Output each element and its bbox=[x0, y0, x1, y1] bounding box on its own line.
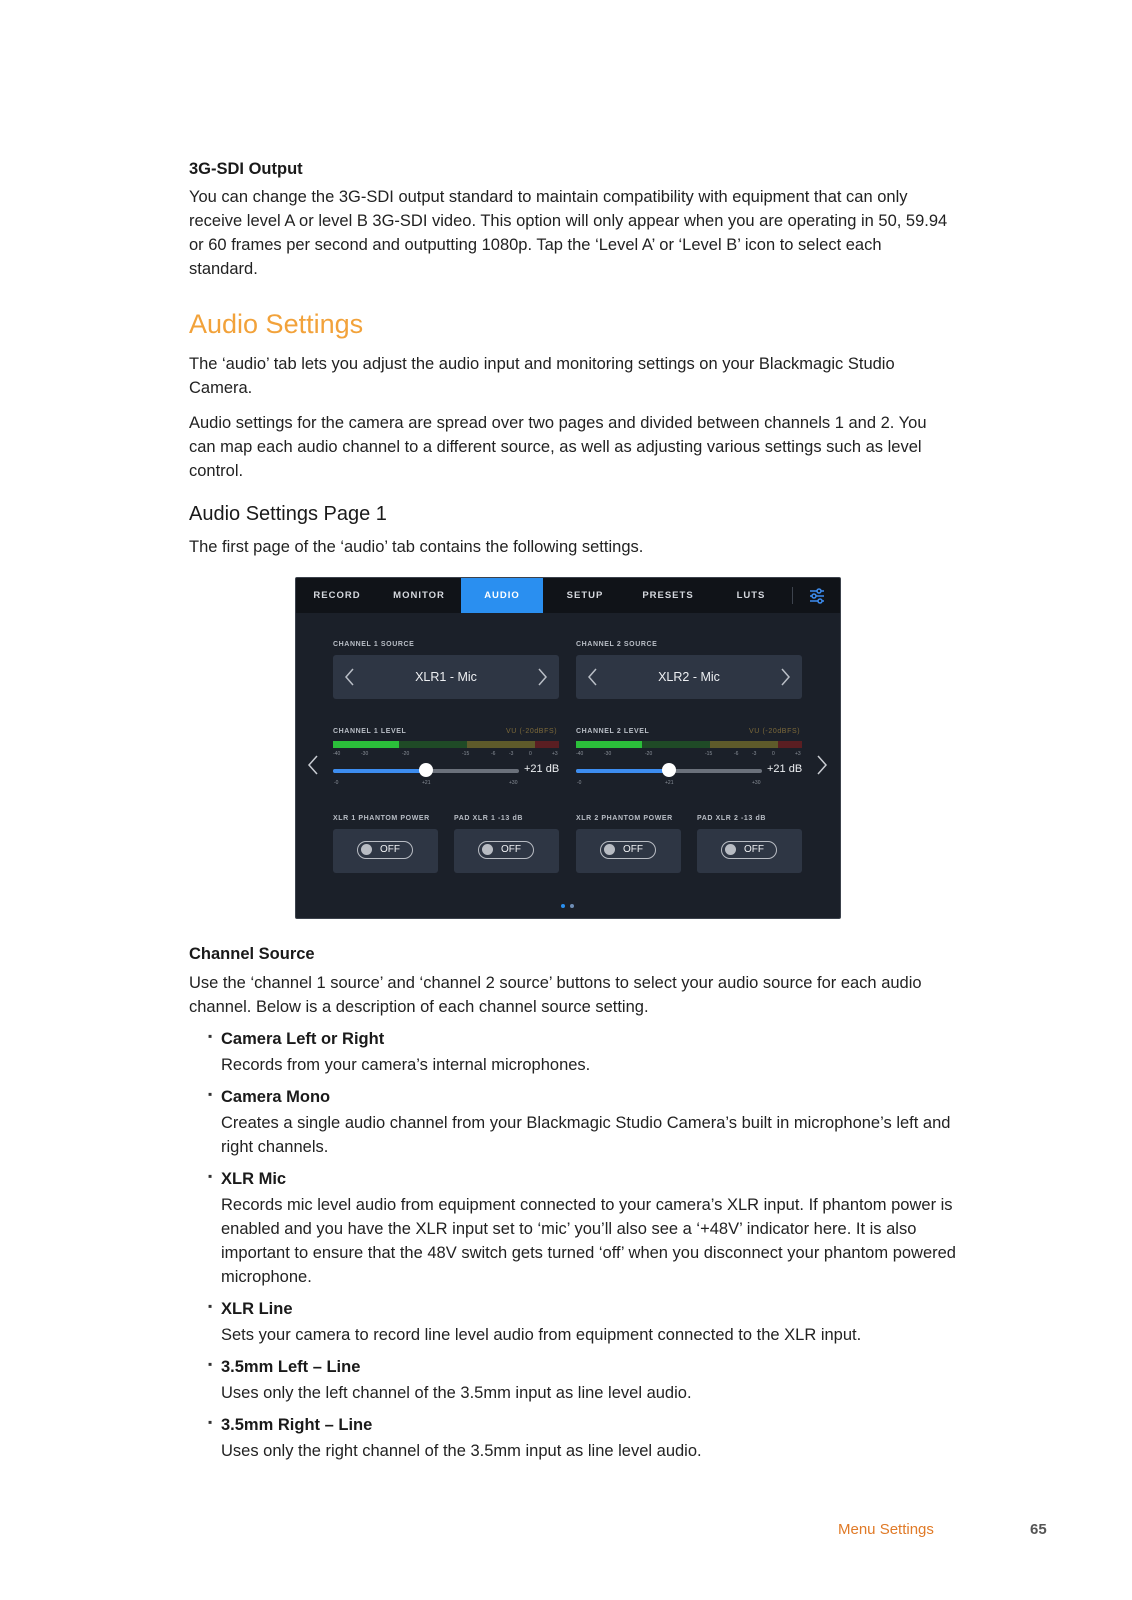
tab-luts[interactable]: LUTS bbox=[736, 590, 766, 601]
ch2-meter-ticks bbox=[576, 751, 802, 759]
ch1-meter-ticks bbox=[333, 751, 559, 759]
meter-tick: 0 bbox=[529, 751, 532, 757]
sdi-body: You can change the 3G-SDI output standard to maintain compatibility with equipment that can only receive level A or level B 3G-SDI video. This option will only appear when you are operating in 50, 59.94 or 60 frames per second and outputting 1080p. Tap the ‘Level A’ or ‘Level B’ icon to select each standard. bbox=[189, 188, 948, 278]
ch1-level-label: CHANNEL 1 LEVEL bbox=[333, 728, 407, 735]
bullet-marker: ▪ bbox=[208, 1169, 213, 1183]
meter-tick: -20 bbox=[645, 751, 653, 757]
toggle-pill[interactable] bbox=[478, 841, 534, 859]
ch1-slider-ticks bbox=[333, 780, 559, 788]
meter-tick: -20 bbox=[402, 751, 410, 757]
source-item-desc: Records mic level audio from equipment connected to your camera’s XLR input. If phantom power is enabled and you have the XLR input set to ‘mic’ you’ll also see a ‘+48V’ indicator here. It is also important to ensure that the 48V switch gets turned ‘off’ when you disconnect your phantom powered microphone. bbox=[221, 1196, 956, 1286]
toggle-pill[interactable] bbox=[600, 841, 656, 859]
source-item-desc: Uses only the right channel of the 3.5mm input as line level audio. bbox=[221, 1442, 702, 1460]
xlr2-phantom-toggle[interactable] bbox=[576, 829, 681, 873]
source-item-desc: Uses only the left channel of the 3.5mm input as line level audio. bbox=[221, 1384, 692, 1402]
meter-tick: -3 bbox=[752, 751, 757, 757]
chevron-right-icon[interactable] bbox=[535, 667, 549, 687]
ch2-gain-value: +21 dB bbox=[767, 763, 803, 775]
meter-tick: -6 bbox=[734, 751, 739, 757]
page-indicator-dot[interactable] bbox=[570, 904, 574, 908]
tab-presets[interactable]: PRESETS bbox=[642, 590, 694, 601]
pad-xlr2-label: PAD XLR 2 -13 dB bbox=[697, 815, 766, 822]
chevron-right-icon[interactable] bbox=[778, 667, 792, 687]
source-item-title: Camera Mono bbox=[221, 1088, 331, 1106]
ch2-vu-label: VU (-20dBFS) bbox=[749, 728, 801, 735]
source-item-title: 3.5mm Left – Line bbox=[221, 1358, 361, 1376]
footer-section: Menu Settings bbox=[838, 1521, 934, 1538]
slider-tick: +30 bbox=[752, 780, 761, 786]
meter-tick: -30 bbox=[361, 751, 369, 757]
xlr1-phantom-toggle[interactable] bbox=[333, 829, 438, 873]
ch2-source-value: XLR2 - Mic bbox=[658, 670, 720, 684]
meter-tick: +3 bbox=[795, 751, 801, 757]
meter-green-segment bbox=[399, 741, 467, 748]
audio-p2: Audio settings for the camera are spread over two pages and divided between channels 1 and 2. You can map each audio channel to a different source, as well as adjusting various settings such as level control. bbox=[189, 414, 927, 480]
toggle-pill[interactable] bbox=[721, 841, 777, 859]
pad-xlr2-toggle[interactable] bbox=[697, 829, 802, 873]
meter-yellow-segment bbox=[467, 741, 535, 748]
meter-red-segment bbox=[778, 741, 802, 748]
ch1-gain-slider[interactable] bbox=[333, 763, 519, 779]
slider-tick: +21 bbox=[422, 780, 431, 786]
source-item-title: Camera Left or Right bbox=[221, 1030, 385, 1048]
ch2-source-label: CHANNEL 2 SOURCE bbox=[576, 641, 658, 648]
slider-fill bbox=[576, 769, 669, 773]
slider-knob[interactable] bbox=[662, 763, 676, 777]
xlr2-phantom-label: XLR 2 PHANTOM POWER bbox=[576, 815, 673, 822]
page-number: 65 bbox=[1030, 1521, 1047, 1538]
ch1-vu-label: VU (-20dBFS) bbox=[506, 728, 558, 735]
meter-active-segment bbox=[333, 741, 399, 748]
toggle-knob bbox=[604, 844, 615, 855]
pad-xlr1-label: PAD XLR 1 -13 dB bbox=[454, 815, 523, 822]
tab-divider bbox=[792, 587, 793, 604]
tab-audio[interactable]: AUDIO bbox=[461, 578, 543, 613]
slider-tick: +21 bbox=[665, 780, 674, 786]
ch2-slider-ticks bbox=[576, 780, 802, 788]
source-item-desc: Creates a single audio channel from your Blackmagic Studio Camera’s built in microphone’s left and right channels. bbox=[221, 1114, 951, 1156]
audio-page1-intro: The first page of the ‘audio’ tab contains the following settings. bbox=[189, 538, 644, 556]
ch1-gain-value: +21 dB bbox=[524, 763, 560, 775]
meter-tick: -15 bbox=[462, 751, 470, 757]
source-item-title: XLR Mic bbox=[221, 1170, 287, 1188]
toggle-knob bbox=[725, 844, 736, 855]
ch2-level-label: CHANNEL 2 LEVEL bbox=[576, 728, 650, 735]
toggle-state: OFF bbox=[501, 844, 521, 855]
ch1-audio-meter bbox=[333, 741, 559, 748]
chevron-left-icon[interactable] bbox=[307, 754, 319, 776]
channel-source-body: Use the ‘channel 1 source’ and ‘channel 2 source’ buttons to select your audio source for each audio channel. Below is a description of each channel source setting. bbox=[189, 974, 922, 1016]
slider-fill bbox=[333, 769, 426, 773]
meter-tick: -15 bbox=[705, 751, 713, 757]
audio-title: Audio Settings bbox=[189, 309, 364, 339]
meter-yellow-segment bbox=[710, 741, 778, 748]
chevron-right-icon[interactable] bbox=[816, 754, 828, 776]
toggle-knob bbox=[482, 844, 493, 855]
ch2-source-selector[interactable] bbox=[576, 655, 802, 699]
channel-source-heading: Channel Source bbox=[189, 945, 315, 963]
source-item-desc: Sets your camera to record line level audio from equipment connected to the XLR input. bbox=[221, 1326, 862, 1344]
meter-tick: +3 bbox=[552, 751, 558, 757]
ch1-source-value: XLR1 - Mic bbox=[415, 670, 477, 684]
meter-tick: 0 bbox=[772, 751, 775, 757]
bullet-marker: ▪ bbox=[208, 1357, 213, 1371]
tab-record[interactable]: RECORD bbox=[313, 590, 361, 601]
tab-monitor[interactable]: MONITOR bbox=[393, 590, 445, 601]
source-item-desc: Records from your camera’s internal microphones. bbox=[221, 1056, 591, 1074]
settings-sliders-icon[interactable] bbox=[808, 587, 826, 605]
meter-red-segment bbox=[535, 741, 559, 748]
toggle-knob bbox=[361, 844, 372, 855]
ch1-source-selector[interactable] bbox=[333, 655, 559, 699]
meter-green-segment bbox=[642, 741, 710, 748]
bullet-marker: ▪ bbox=[208, 1415, 213, 1429]
toggle-state: OFF bbox=[380, 844, 400, 855]
toggle-state: OFF bbox=[623, 844, 643, 855]
bullet-marker: ▪ bbox=[208, 1029, 213, 1043]
toggle-state: OFF bbox=[744, 844, 764, 855]
xlr1-phantom-label: XLR 1 PHANTOM POWER bbox=[333, 815, 430, 822]
toggle-pill[interactable] bbox=[357, 841, 413, 859]
meter-active-segment bbox=[576, 741, 642, 748]
source-item-title: XLR Line bbox=[221, 1300, 293, 1318]
audio-page1-title: Audio Settings Page 1 bbox=[189, 503, 387, 525]
slider-tick: -0 bbox=[577, 780, 582, 786]
slider-tick: +30 bbox=[509, 780, 518, 786]
pad-xlr1-toggle[interactable] bbox=[454, 829, 559, 873]
slider-knob[interactable] bbox=[419, 763, 433, 777]
tab-setup[interactable]: SETUP bbox=[566, 590, 604, 601]
ch1-source-label: CHANNEL 1 SOURCE bbox=[333, 641, 415, 648]
ch2-audio-meter bbox=[576, 741, 802, 748]
source-item-title: 3.5mm Right – Line bbox=[221, 1416, 373, 1434]
audio-p1: The ‘audio’ tab lets you adjust the audio input and monitoring settings on your Blackmagic Studio Camera. bbox=[189, 355, 895, 397]
tab-bar bbox=[296, 578, 840, 613]
meter-tick: -30 bbox=[604, 751, 612, 757]
ch2-gain-slider[interactable] bbox=[576, 763, 762, 779]
meter-tick: -3 bbox=[509, 751, 514, 757]
meter-tick: -6 bbox=[491, 751, 496, 757]
bullet-marker: ▪ bbox=[208, 1299, 213, 1313]
page-indicator-dot-active[interactable] bbox=[561, 904, 565, 908]
camera-audio-screen bbox=[295, 577, 841, 919]
sdi-heading: 3G-SDI Output bbox=[189, 160, 303, 178]
slider-tick: -0 bbox=[334, 780, 339, 786]
meter-tick: -40 bbox=[333, 751, 341, 757]
bullet-marker: ▪ bbox=[208, 1087, 213, 1101]
meter-tick: -40 bbox=[576, 751, 584, 757]
